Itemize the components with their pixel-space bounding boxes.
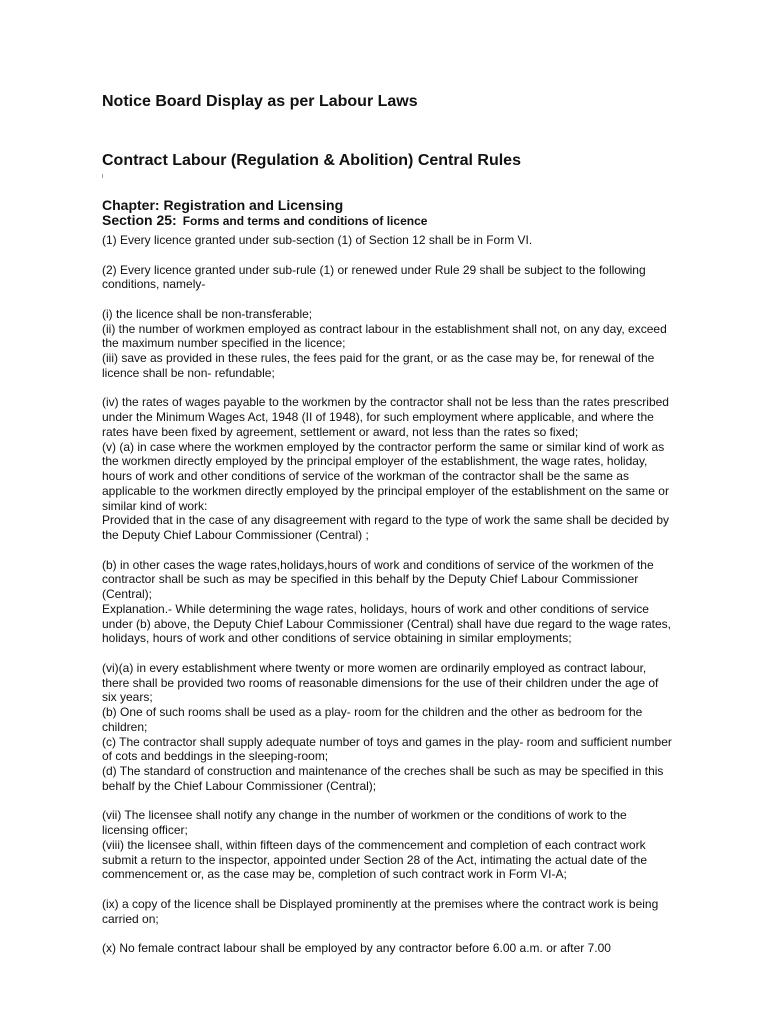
paragraph: (vii) The licensee shall notify any change in the number of workmen or the conditions of work to the licensing officer;: [102, 808, 627, 837]
paragraph-gap: [102, 794, 672, 809]
paragraph-gap: [102, 292, 672, 307]
paragraph-gap: [102, 248, 672, 263]
decorative-mark: [102, 174, 103, 178]
document-subtitle: Contract Labour (Regulation & Abolition) Central Rules: [102, 152, 521, 169]
document-body: [102, 233, 672, 956]
paragraph: (i) the licence shall be non-transferable;: [102, 306, 313, 321]
paragraph: (1) Every licence granted under sub-section (1) of Section 12 shall be in Form VI.: [102, 233, 533, 247]
paragraph: Explanation.- While determining the wage rates, holidays, hours of work and other conditions of service under (b) above, the Deputy Chief Labour Commissioner (Central) shall have due regard to the wage rates, holidays, hours of work and other conditions of service obtaining in similar employments;: [102, 601, 671, 646]
paragraph: (iii) save as provided in these rules, the fees paid for the grant, or as the case may be, for renewal of the licence shall be non- refundable;: [102, 351, 655, 380]
section-label: Section 25:: [102, 212, 177, 228]
paragraph-gap: [102, 926, 672, 941]
paragraph: (x) No female contract labour shall be employed by any contractor before 6.00 a.m. or after 7.00: [102, 941, 611, 955]
paragraph-gap: [102, 882, 672, 897]
paragraph: (2) Every licence granted under sub-rule (1) or renewed under Rule 29 shall be subject to the following conditions, namely-: [102, 262, 646, 292]
paragraph: (viii) the licensee shall, within fifteen days of the commencement and completion of each contract work submit a return to the inspector, appointed under Section 28 of the Act, intimating the actual date of the commencement or, as the case may be, completion of such contract work in Form VI-A;: [102, 837, 648, 882]
paragraph: (b) One of such rooms shall be used as a play- room for the children and the other as bedroom for the children;: [102, 705, 643, 734]
paragraph: (ix) a copy of the licence shall be Displayed prominently at the premises where the contract work is being carried on;: [102, 896, 659, 926]
page-title: Notice Board Display as per Labour Laws: [102, 93, 418, 110]
paragraph: (d) The standard of construction and maintenance of the creches shall be such as may be specified in this behalf by the Chief Labour Commissioner (Central);: [102, 764, 664, 793]
paragraph: (vi)(a) in every establishment where twenty or more women are ordinarily employed as contract labour, there shall be provided two rooms of reasonable dimensions for the use of their children under the age of six years;: [102, 660, 659, 705]
chapter-heading: Chapter: Registration and Licensing: [102, 197, 344, 213]
section-description: Forms and terms and conditions of licence: [182, 214, 428, 228]
paragraph: (b) in other cases the wage rates,holidays,hours of work and conditions of service of the workmen of the contractor shall be such as may be specified in this behalf by the Deputy Chief Labour Commissioner (Central);: [102, 557, 654, 601]
paragraph: (c) The contractor shall supply adequate number of toys and games in the play- room and sufficient number of cots and beddings in the sleeping-room;: [102, 734, 672, 764]
paragraph-gap: [102, 543, 672, 558]
paragraph: Provided that in the case of any disagreement with regard to the type of work the same shall be decided by the Deputy Chief Labour Commissioner (Central) ;: [102, 513, 669, 542]
paragraph: (iv) the rates of wages payable to the workmen by the contractor shall not be less than the rates prescribed under the Minimum Wages Act, 1948 (II of 1948), for such employment where applicable, and where the rates have been fixed by agreement, settlement or award, not less than the rates so fixed;: [102, 395, 669, 439]
section-heading: [102, 212, 427, 230]
paragraph-gap: [102, 646, 672, 661]
paragraph: (v) (a) in case where the workmen employed by the contractor perform the same or similar kind of work as the workmen directly employed by the principal employer of the establishment, the wage rates, holiday, hours of work and other conditions of service of the workman of the contractor shall be the same as applicable to the workmen directly employed by the principal employer of the establishment on the same or similar kind of work:: [102, 439, 669, 513]
paragraph: (ii) the number of workmen employed as contract labour in the establishment shall not, on any day, exceed the maximum number specified in the licence;: [102, 321, 667, 351]
paragraph-gap: [102, 381, 672, 396]
